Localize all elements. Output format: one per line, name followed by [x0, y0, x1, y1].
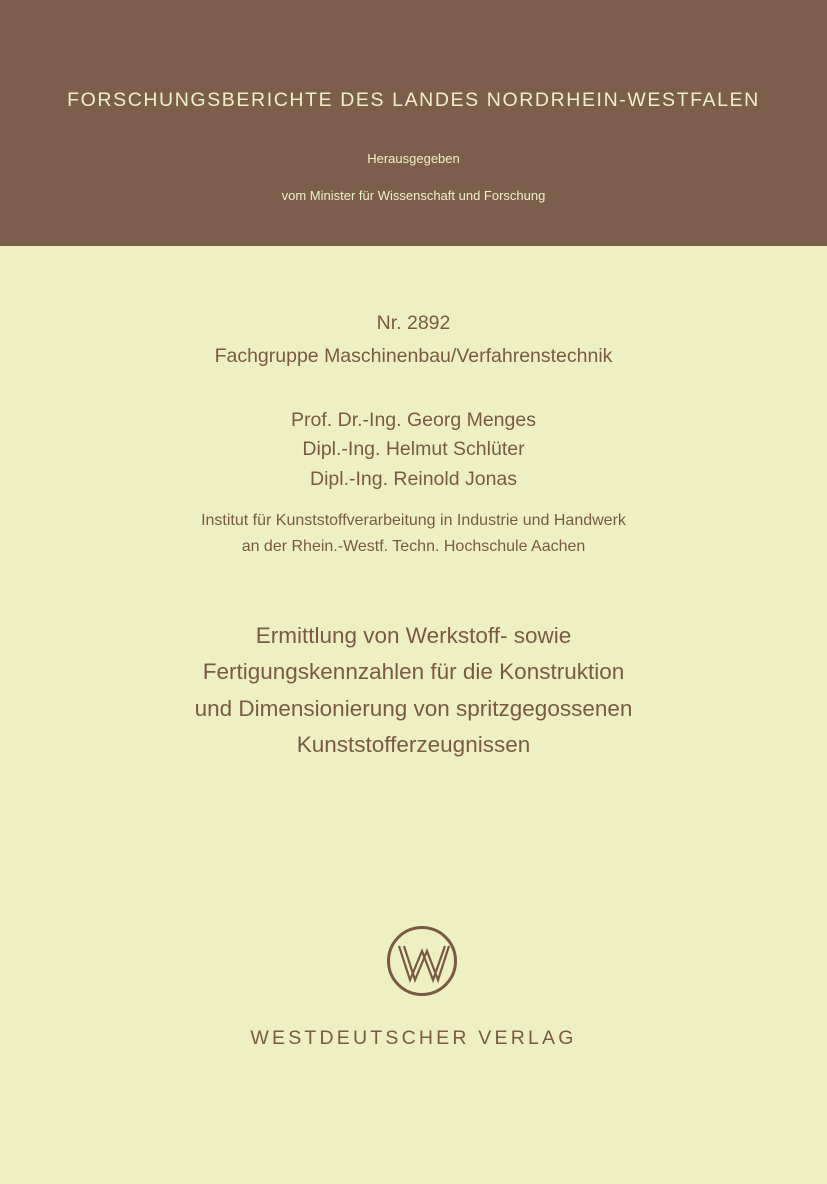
institute-line-1: Institut für Kunststoffverarbeitung in Industrie und Handwerk — [201, 512, 626, 529]
title-line-1: Ermittlung von Werkstoff- sowie — [255, 623, 572, 648]
title-line-4: Kunststofferzeugnissen — [296, 732, 531, 757]
author-3: Dipl.-Ing. Reinold Jonas — [309, 468, 518, 490]
author-1: Prof. Dr.-Ing. Georg Menges — [291, 409, 536, 431]
publisher-logo-icon — [386, 925, 458, 997]
published-by: vom Minister für Wissenschaft und Forschung — [281, 188, 546, 203]
series-title: FORSCHUNGSBERICHTE DES LANDES NORDRHEIN-WESTFALEN — [67, 89, 760, 111]
published-by-label: Herausgegeben — [367, 151, 460, 166]
title-line-2: Fertigungskennzahlen für die Konstruktion — [202, 659, 625, 684]
header-band — [0, 0, 827, 246]
report-number: Nr. 2892 — [376, 312, 451, 334]
publisher-name: WESTDEUTSCHER VERLAG — [250, 1027, 577, 1049]
institute-line-2: an der Rhein.-Westf. Techn. Hochschule Aachen — [241, 538, 586, 555]
author-2: Dipl.-Ing. Helmut Schlüter — [302, 438, 525, 460]
title-line-3: und Dimensionierung von spritzgegossenen — [194, 696, 633, 721]
report-group: Fachgruppe Maschinenbau/Verfahrenstechnik — [214, 345, 613, 367]
